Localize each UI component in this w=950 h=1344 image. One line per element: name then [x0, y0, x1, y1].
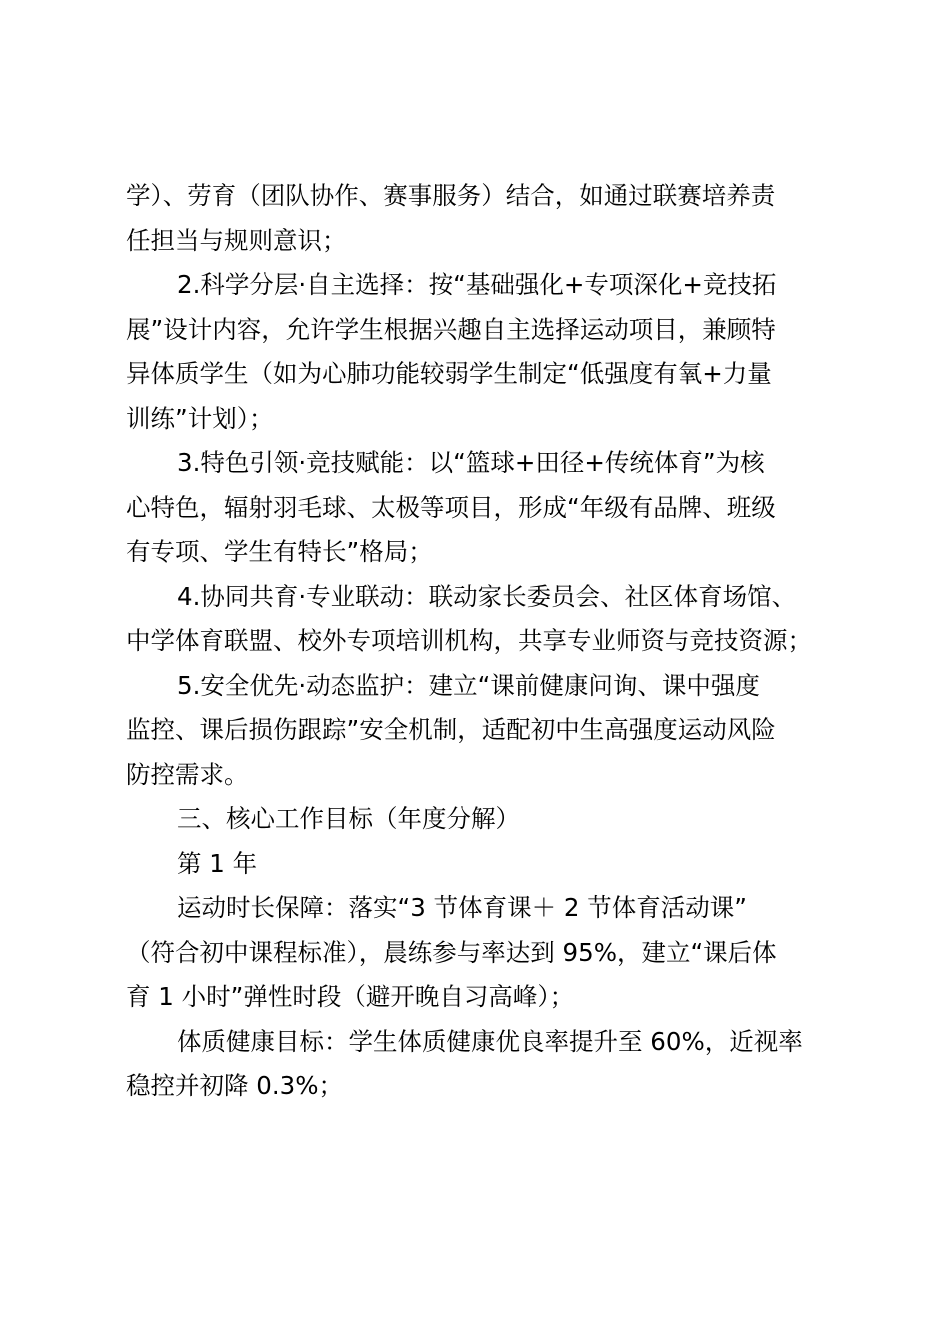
text-line: （符合初中课程标准），晨练参与率达到 95%，建立“课后体	[126, 937, 777, 967]
text-line: 心特色，辐射羽毛球、太极等项目，形成“年级有品牌、班级	[126, 492, 776, 522]
text-line: 异体质学生（如为心肺功能较弱学生制定“低强度有氧+力量	[126, 359, 772, 388]
text-line: 任担当与规则意识；	[126, 225, 347, 255]
text-line: 4.协同共育·专业联动：联动家长委员会、社区体育场馆、	[177, 581, 797, 611]
section-heading: 三、核心工作目标（年度分解）	[177, 804, 520, 833]
text-line: 学）、劳育（团队协作、赛事服务）结合，如通过联赛培养责	[126, 181, 776, 210]
text-line: 展”设计内容，允许学生根据兴趣自主选择运动项目，兼顾特	[126, 314, 776, 344]
text-line: 体质健康目标：学生体质健康优良率提升至 60%，近视率	[177, 1026, 803, 1056]
text-line: 监控、课后损伤跟踪”安全机制，适配初中生高强度运动风险	[126, 715, 776, 744]
text-line: 防控需求。	[126, 759, 249, 789]
document-body	[126, 174, 838, 1109]
text-line: 育 1 小时”弹性时段（避开晚自习高峰）；	[126, 982, 575, 1011]
text-line: 稳控并初降 0.3%；	[126, 1071, 344, 1100]
text-line: 运动时长保障：落实“3 节体育课＋ 2 节体育活动课”	[177, 893, 747, 922]
text-line: 5.安全优先·动态监护：建立“课前健康问询、课中强度	[177, 670, 760, 700]
text-line: 有专项、学生有特长”格局；	[126, 537, 433, 566]
text-line: 中学体育联盟、校外专项培训机构，共享专业师资与竞技资源；	[126, 626, 812, 655]
text-line: 训练”计划）；	[126, 403, 274, 433]
year-heading: 第 1 年	[177, 848, 258, 878]
text-line: 2.科学分层·自主选择：按“基础强化+专项深化+竞技拓	[177, 270, 777, 299]
text-line: 3.特色引领·竞技赋能：以“篮球+田径+传统体育”为核	[177, 448, 765, 477]
